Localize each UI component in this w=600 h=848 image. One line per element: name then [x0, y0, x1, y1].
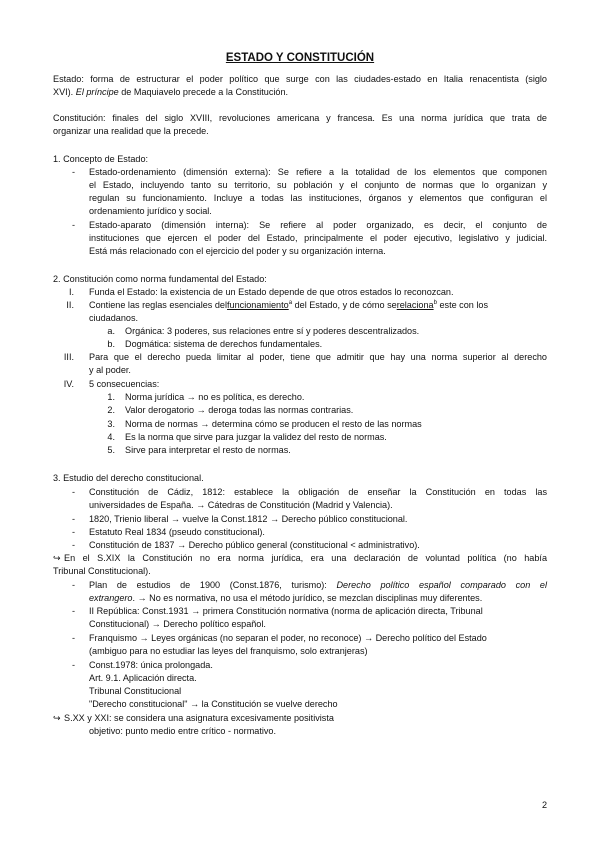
- arrow-icon: ↪: [53, 553, 61, 563]
- plan-1900-line-1: Plan de estudios de 1900 (Const.1876, turismo): Derecho político español comparado con el: [89, 580, 547, 590]
- consecuencia-marker-1: 1.: [107, 392, 115, 402]
- section-2-item-iv: 5 consecuencias:: [89, 379, 160, 389]
- funcionamiento-underlined: funcionamiento: [227, 300, 289, 310]
- dogmatica-item: Dogmática: sistema de derechos fundamentales.: [125, 339, 323, 349]
- consecuencia-4: Es la norma que sirve para juzgar la validez del resto de normas.: [125, 432, 387, 442]
- roman-marker-iv: IV.: [63, 379, 74, 389]
- roman-marker-i: I.: [68, 287, 74, 297]
- bullet-dash: -: [72, 606, 76, 616]
- siglo-xix-line-2: Tribunal Constitucional).: [53, 566, 151, 576]
- section-2-heading: 2. Constitución como norma fundamental del Estado:: [53, 274, 267, 284]
- bullet-dash: -: [72, 580, 76, 590]
- franquismo-line-1: Franquismo → Leyes orgánicas (no separan el poder, no reconoce) → Derecho político del Estado: [89, 633, 487, 643]
- estado-definition-line-2: XVI). El príncipe de Maquiavelo precede a la Constitución.: [53, 87, 289, 97]
- section-2-item-ii-line-1: Contiene las reglas esenciales delfuncionamiento$^a$ del Estado, y de cómo serelaciona$^b$ este con los: [89, 299, 488, 310]
- arrow-icon: ↪: [53, 713, 61, 723]
- siglo-xix-line-1: En el S.XIX la Constitución no era norma jurídica, era una declaración de voluntad política (no había: [64, 553, 547, 563]
- constitucion-1837: Constitución de 1837 → Derecho público general (constitucional < administrativo).: [89, 540, 420, 550]
- estado-aparato-line-1: Estado-aparato (dimensión interna): Se refiere al poder organizado, es decir, el conjunto de: [89, 220, 547, 230]
- bullet-dash: -: [72, 527, 76, 537]
- consecuencia-marker-5: 5.: [107, 445, 115, 455]
- section-2-item-iii-line-1: Para que el derecho pueda limitar al poder, tiene que admitir que hay una norma superior al derecho: [89, 352, 547, 362]
- siglo-xx-xxi-line-2: objetivo: punto medio entre crítico - normativo.: [89, 726, 277, 736]
- ii-republica-line-1: II República: Const.1931 → primera Constitución normativa (norma de aplicación directa, Tribunal: [89, 606, 483, 616]
- consecuencia-3: Norma de normas → determina cómo se producen el resto de las normas: [125, 419, 422, 429]
- footnote-a: a: [288, 299, 293, 306]
- const-1978: Const.1978: única prolongada.: [89, 660, 213, 670]
- consecuencia-1: Norma jurídica → no es política, es derecho.: [125, 392, 305, 402]
- estado-ordenamiento-line-2: el Estado, incluyendo tanto su territorio, su población y el conjunto de normas que lo organizan y: [89, 180, 547, 190]
- derecho-constitucional: "Derecho constitucional" → la Constitución se vuelve derecho: [89, 699, 338, 709]
- section-1-heading: 1. Concepto de Estado:: [53, 154, 149, 164]
- consecuencia-marker-2: 2.: [107, 405, 115, 415]
- constitucion-definition-line-2: organizar una realidad que la precede.: [53, 126, 209, 136]
- roman-marker-iii: III.: [63, 352, 74, 362]
- organica-item: Orgánica: 3 poderes, sus relaciones entre sí y poderes descentralizados.: [125, 326, 420, 336]
- bullet-dash: -: [72, 540, 76, 550]
- consecuencia-2: Valor derogatorio → deroga todas las normas contrarias.: [125, 405, 354, 415]
- bullet-dash: -: [72, 514, 76, 524]
- consecuencia-marker-4: 4.: [107, 432, 115, 442]
- art-9-1: Art. 9.1. Aplicación directa.: [89, 673, 197, 683]
- roman-marker-ii: II.: [66, 300, 74, 310]
- page-number: 2: [541, 800, 547, 810]
- tribunal-constitucional: Tribunal Constitucional: [89, 686, 182, 696]
- consecuencia-marker-3: 3.: [107, 419, 115, 429]
- estado-ordenamiento-line-1: Estado-ordenamiento (dimensión externa): Se refiere a la totalidad de los elementos que componen: [89, 167, 547, 177]
- trienio-liberal: 1820, Trienio liberal → vuelve la Const.1812 → Derecho público constitucional.: [89, 514, 408, 524]
- page-title: ESTADO Y CONSTITUCIÓN: [225, 52, 375, 64]
- relaciona-underlined: relaciona: [396, 300, 434, 310]
- siglo-xx-xxi-line-1: S.XX y XXI: se considera una asignatura excesivamente positivista: [64, 713, 334, 723]
- estado-ordenamiento-line-4: ordenamiento jurídico y social.: [89, 206, 212, 216]
- section-2-item-i: Funda el Estado: la existencia de un Estado depende de que otros estados lo reconozcan.: [89, 287, 454, 297]
- constitucion-term: Constitución: [53, 113, 104, 123]
- estado-ordenamiento-line-3: regulan su funcionamiento. Incluye a todas las instituciones, órganos y elementos que configuran el: [89, 193, 547, 203]
- bullet-dash: -: [72, 167, 76, 177]
- bullet-dash: -: [72, 633, 76, 643]
- estado-term: Estado: [53, 74, 82, 84]
- estado-aparato-line-3: Está más relacionado con el ejercicio del poder y su organización interna.: [89, 246, 386, 256]
- cadiz-line-1: Constitución de Cádiz, 1812: establece la obligación de enseñar la Constitución en todas las: [89, 487, 547, 497]
- constitucion-definition-line-1: Constitución: finales del siglo XVIII, revoluciones americana y francesa. Es una norma jurídica que trata de: [53, 113, 547, 123]
- estado-aparato-line-2: instituciones que ejercen el poder del Estado, principalmente el poder ejecutivo, legislativo y judicial.: [89, 233, 547, 243]
- letter-marker-a: a.: [107, 326, 115, 336]
- section-2-item-ii-line-2: ciudadanos.: [89, 313, 139, 323]
- franquismo-line-2: (ambiguo para no estudiar las leyes del franquismo, solo extranjeras): [89, 646, 368, 656]
- el-principe-title: El príncipe: [75, 87, 119, 97]
- bullet-dash: -: [72, 660, 76, 670]
- bullet-dash: -: [72, 220, 76, 230]
- estatuto-real: Estatuto Real 1834 (pseudo constitucional).: [89, 527, 265, 537]
- section-3-heading: 3. Estudio del derecho constitucional.: [53, 473, 204, 483]
- estado-definition-line-1: Estado: forma de estructurar el poder político que surge con las ciudades-estado en Italia renacentista (siglo: [53, 74, 547, 84]
- footnote-b: b: [433, 299, 437, 306]
- bullet-dash: -: [72, 487, 76, 497]
- cadiz-line-2: universidades de España. → Cátedras de Constitución (Madrid y Valencia).: [89, 500, 393, 510]
- ii-republica-line-2: Constitucional) → Derecho político español.: [89, 619, 266, 629]
- section-2-item-iii-line-2: y al poder.: [89, 365, 131, 375]
- consecuencia-5: Sirve para interpretar el resto de normas.: [125, 445, 291, 455]
- plan-1900-line-2: extrangero. → No es normativa, no usa el método jurídico, se mezclan disciplinas muy diferentes.: [89, 593, 483, 603]
- letter-marker-b: b.: [107, 339, 115, 349]
